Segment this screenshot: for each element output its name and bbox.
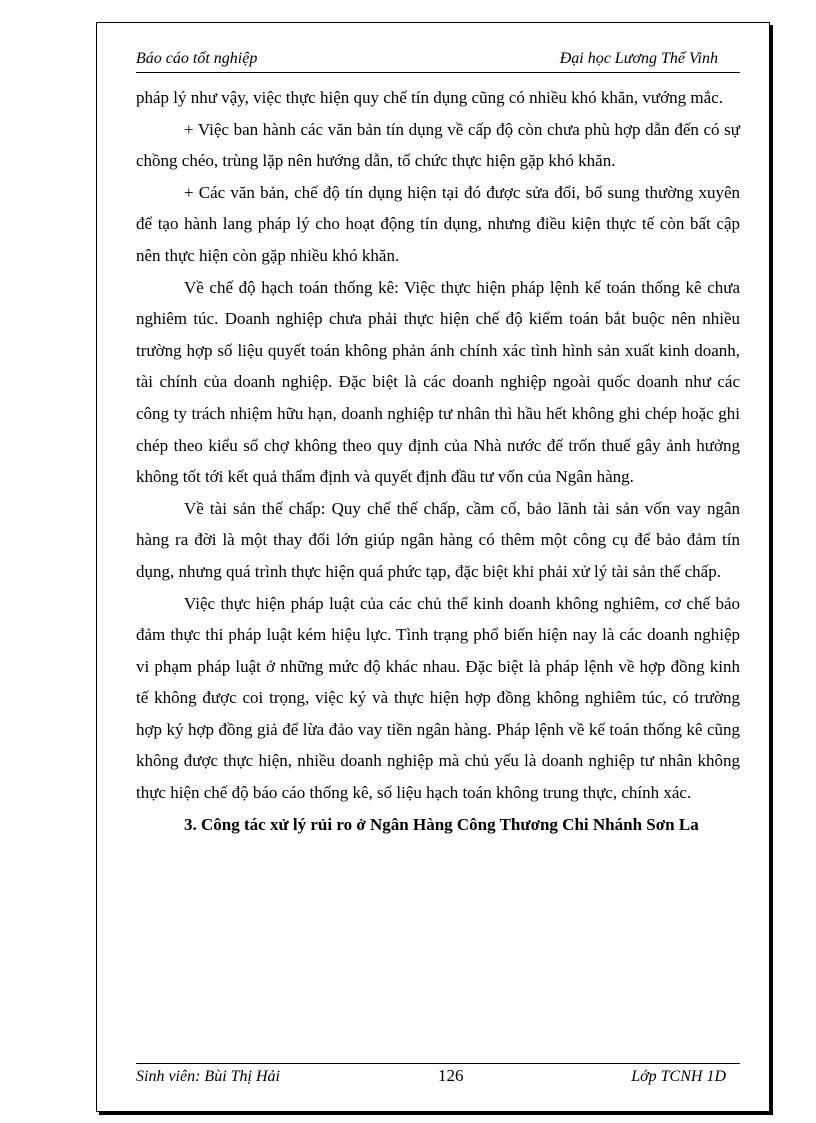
paragraph-law-enforcement: Việc thực hiện pháp luật của các chủ thể kinh doanh không nghiêm, cơ chế bảo đảm thực thi pháp luật kém hiệu lực. Tình trạng phổ biến hiện nay là các doanh nghiệp vi phạm pháp luật ở những mức độ khác nhau. Đặc biệt là pháp lệnh về hợp đồng kinh tế không được coi trọng, việc ký và thực hiện hợp đồng không nghiêm túc, có trường hợp ký hợp đồng giả để lừa đảo vay tiền ngân hàng. Pháp lệnh về kế toán thống kê cũng không được thực hiện, nhiều doanh nghiệp mà chủ yếu là doanh nghiệp tư nhân không thực hiện chế độ báo cáo thống kê, số liệu hạch toán không trung thực, chính xác. [136,593,740,803]
header-report-title: Báo cáo tốt nghiệp [136,50,258,67]
page-header [136,50,740,73]
page-body [136,82,740,840]
paragraph-continuation: pháp lý như vậy, việc thực hiện quy chế tín dụng cũng có nhiều khó khăn, vướng mắc. [136,88,723,107]
footer-page-number: 126 [438,1066,464,1085]
paragraph-collateral: Về tài sản thế chấp: Quy chế thế chấp, cầm cố, bảo lãnh tài sản vốn vay ngân hàng ra đời là một thay đổi lớn giúp ngân hàng có thêm một công cụ để bảo đảm tín dụng, nhưng quá trình thực hiện quá phức tạp, đặc biệt khi phải xử lý tài sản thế chấp. [136,498,740,581]
footer-class-name: Lớp TCNH 1D [631,1068,726,1085]
paragraph-bullet-2: + Các văn bản, chế độ tín dụng hiện tại đó được sửa đổi, bổ sung thường xuyên để tạo hành lang pháp lý cho hoạt động tín dụng, nhưng điều kiện thực tế còn bất cập nên thực hiện còn gặp nhiều khó khăn. [136,182,740,265]
section-heading: 3. Công tác xử lý rủi ro ở Ngân Hàng Công Thương Chi Nhánh Sơn La [184,814,699,834]
paragraph-bullet-1: + Việc ban hành các văn bản tín dụng về cấp độ còn chưa phù hợp dẫn đến có sự chồng chéo, trùng lặp nên hướng dẫn, tổ chức thực hiện gặp khó khăn. [136,119,740,171]
header-university-name: Đại học Lương Thế Vinh [559,50,718,67]
paragraph-accounting: Về chế độ hạch toán thống kê: Việc thực hiện pháp lệnh kế toán thống kê chưa nghiêm túc. Doanh nghiệp chưa phải thực hiện chế độ kiểm toán bắt buộc nên nhiều trường hợp số liệu quyết toán không phản ánh chính xác tình hình sản xuất kinh doanh, tài chính của doanh nghiệp. Đặc biệt là các doanh nghiệp ngoài quốc doanh như các công ty trách nhiệm hữu hạn, doanh nghiệp tư nhân thì hầu hết không ghi chép hoặc ghi chép theo kiểu sổ chợ không theo quy định của Nhà nước để trốn thuế gây ảnh hưởng không tốt tới kết quả thẩm định và quyết định đầu tư vốn của Ngân hàng. [136,277,740,487]
footer-student-name: Sinh viên: Bùi Thị Hải [136,1068,280,1085]
page-footer [136,1063,740,1090]
